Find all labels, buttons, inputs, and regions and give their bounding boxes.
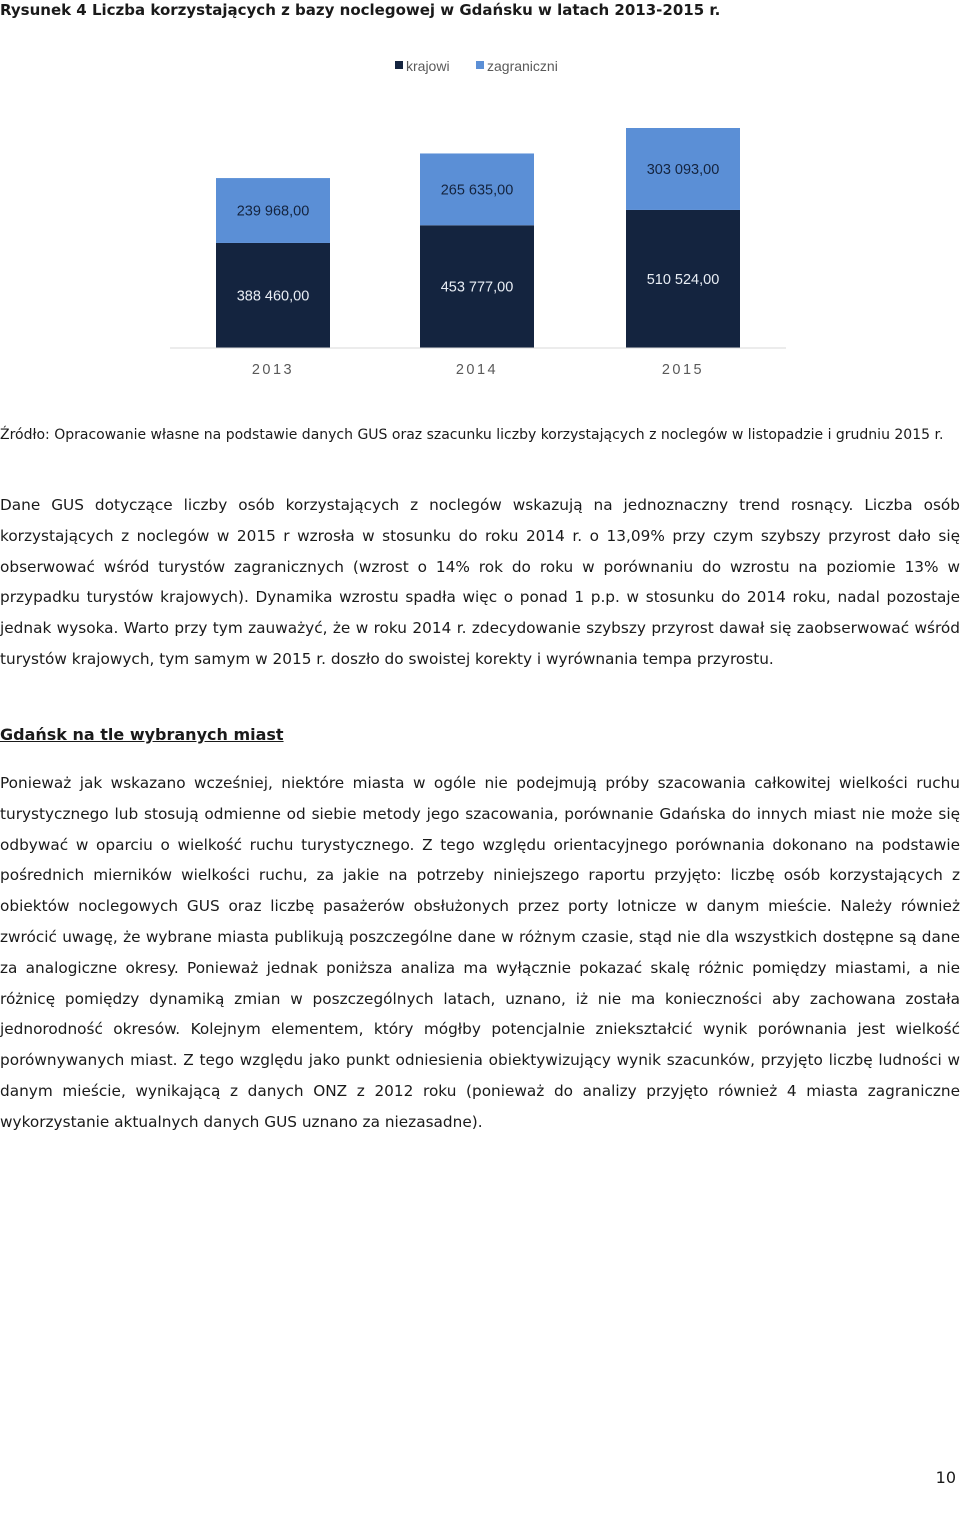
tick-label-2013: 2013	[251, 362, 295, 378]
data-label-zagraniczni-2013: 239 968,00	[236, 203, 310, 220]
paragraph-trend: Dane GUS dotyczące liczby osób korzystających z noclegów wskazują na jednoznaczny trend rosnący. Liczba osób korzystających z noclegów w 2015 r wzrosła w stosunku do roku 2014 r. o 13,09% przy czym szybszy przyrost dało się obserwować wśród turystów zagranicznych (wzrost o 14% rok do roku w porównaniu do wzrostu na poziomie 13% w przypadku turystów krajowych). Dynamika wzrostu spadła więc o ponad 1 p.p. w stosunku do 2014 roku, nadal pozostaje jednak wysoka. Warto przy tym zauważyć, że w roku 2014 r. zdecydowanie szybszy przyrost dawał się zaobserwować wśród turystów krajowych, tym samym w 2015 r. doszło do swoistej korekty i wyrównania tempa przyrostu.	[0, 496, 960, 668]
tick-label-2015: 2015	[661, 362, 705, 378]
legend-label-zagraniczni: zagraniczni	[487, 58, 558, 74]
paragraph-comparison: Ponieważ jak wskazano wcześniej, niektóre miasta w ogóle nie podejmują próby szacowania całkowitej wielkości ruchu turystycznego lub stosują odmienne od siebie metody jego szacowania, porównanie Gdańska do innych miast nie może się odbywać w oparciu o wielkość ruchu turystycznego. Z tego względu orientacyjnego porównania dokonano na podstawie pośrednich mierników wielkości ruchu, za jakie na potrzeby niniejszego raportu przyjęto: liczbę osób korzystających z obiektów noclegowych GUS oraz liczbę pasażerów obsłużonych przez porty lotnicze w danym mieście. Należy również zwrócić uwagę, że wybrane miasta publikują poszczególne dane w różnym czasie, stąd nie dla wszystkich dostępne są dane za analogiczne okresy. Ponieważ jednak poniższa analiza ma wyłącznie pokazać skalę różnic pomiędzy miastami, a nie różnicę pomiędzy dynamiką zmian w poszczególnych latach, uznano, iż nie ma konieczności aby zachowana została jednorodność okresów. Kolejnym elementem, który mógłby potencjalnie zniekształcić wynik porównania jest wielkość porównywanych miast. Z tego względu jako punkt odniesienia obiektywizujący wynik szacunków, przyjęto liczbę ludności w danym mieście, wynikającą z danych ONZ z 2012 roku (ponieważ do analizy przyjęto również 4 miasta zagraniczne wykorzystanie aktualnych danych GUS uznano za niezasadne).	[0, 774, 960, 1131]
tick-label-2014: 2014	[455, 362, 499, 378]
data-label-krajowi-2013: 388 460,00	[236, 288, 310, 305]
data-label-krajowi-2015: 510 524,00	[646, 271, 720, 288]
section-heading: Gdańsk na tle wybranych miast	[0, 725, 284, 744]
legend-label-krajowi: krajowi	[406, 58, 450, 74]
chart-bars	[216, 128, 740, 348]
stacked-bar-chart	[0, 40, 960, 390]
x-axis-ticks	[252, 362, 704, 378]
data-label-krajowi-2014: 453 777,00	[440, 279, 514, 296]
legend-swatch-krajowi	[395, 61, 403, 69]
data-label-zagraniczni-2014: 265 635,00	[440, 182, 514, 199]
legend-swatch-zagraniczni	[476, 61, 484, 69]
chart-legend	[395, 58, 558, 74]
source-note: Źródło: Opracowanie własne na podstawie danych GUS oraz szacunku liczby korzystających z noclegów w listopadzie i grudniu 2015 r.	[0, 427, 944, 443]
figure-caption: Rysunek 4 Liczba korzystających z bazy noclegowej w Gdańsku w latach 2013-2015 r.	[0, 1, 721, 19]
page-number: 10	[935, 1468, 956, 1487]
data-label-zagraniczni-2015: 303 093,00	[646, 161, 720, 178]
